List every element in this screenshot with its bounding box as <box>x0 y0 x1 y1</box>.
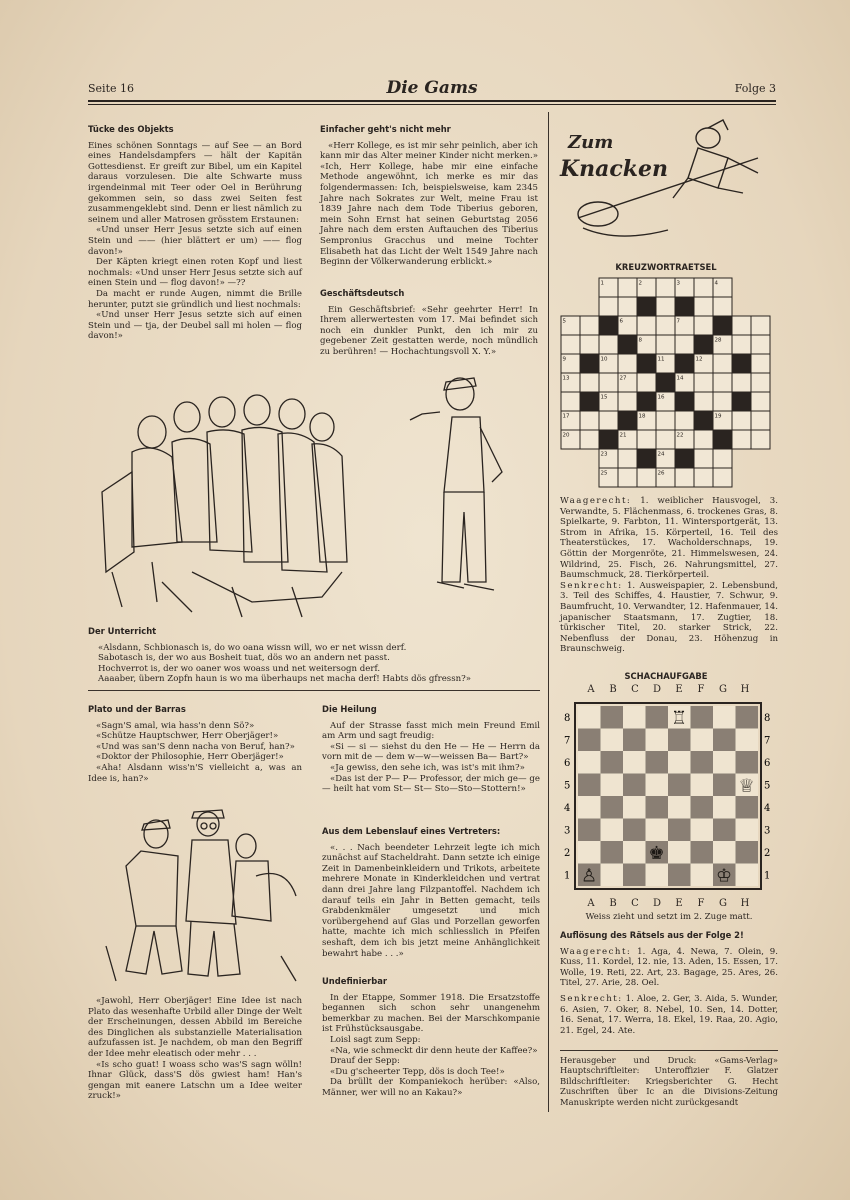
crossword-clues <box>560 496 778 655</box>
crossword-number: 14 <box>676 375 684 382</box>
chess-rank-label: 2 <box>564 848 571 859</box>
crossword-black-cell <box>713 430 732 449</box>
article-title: Plato und der Barras <box>88 704 186 714</box>
impressum-rule <box>560 1050 778 1051</box>
chess-file-label: E <box>675 898 683 909</box>
across-clues: 1. weiblicher Hausvogel, 3. Verwandte, 5. Flächenmass, 6. trockenes Gras, 8. Spielkarte, 9. Farbton, 11. Wintersportgerät, 13. Strom in Afrika, 15. Körperteil, 16. Teil des Theaterstückes, 17. Wacholderschnaps, 19. Göttin der Morgenröte, 21. Himmelswesen, 24. Wildrind, 25. Fisch, 26. Nahrungsmittel, 27. Baumschmuck, 28. Tierkörperteil. <box>560 496 779 581</box>
chess-dark-square <box>668 774 691 797</box>
article-undefinierbar <box>322 976 540 1099</box>
crossword-number: 3 <box>676 280 680 287</box>
crossword-black-cell <box>694 335 713 354</box>
paragraph: «Und unser Herr Jesus setzte sich auf einen Stein und —— (hier blättert er um) —— flog davon!» <box>88 225 302 257</box>
sol-across: 1. Aga, 4. Newa, 7. Olein, 9. Kuss, 11. Kordel, 12. nie, 13. Aden, 15. Essen, 17. Wolle, 19. Reti, 22. Art, 23. Bagage, 25. Ares, 26. Titel, 27. Arie, 28. Oel. <box>560 946 779 989</box>
paragraph: «Jawohl, Herr Oberjäger! Eine Idee ist nach Plato das wesenhafte Urbild aller Dinge der Welt der Erscheinungen, dessen Abbild im Bereiche des Dinglichen als substanzielle Materialisation aufzufassen ist. Je nachdem, ob man den Begriff der Idee mehr eleatisch oder mehr . . . <box>88 996 302 1059</box>
article-tuecke <box>88 124 302 342</box>
chess-rank-label: 5 <box>764 780 771 792</box>
crossword-cell <box>656 430 675 449</box>
header-rule-thin <box>88 104 776 105</box>
impressum <box>560 1055 778 1107</box>
crossword-number: 25 <box>600 470 608 477</box>
crossword-cell <box>713 449 732 468</box>
chess-light-square <box>691 819 714 842</box>
chess-rank-label: 2 <box>764 848 771 859</box>
chess-dark-square <box>736 796 759 819</box>
crossword-cell <box>751 430 770 449</box>
crossword-cell <box>561 392 580 411</box>
chess-light-square <box>691 774 714 797</box>
crossword-cell <box>694 297 713 316</box>
chess-dark-square <box>736 841 759 864</box>
crossword-number: 1 <box>600 280 604 287</box>
down-clues: 1. Ausweispapier, 2. Lebensbund, 3. Teil des Schiffes, 4. Haustier, 7. Schwur, 9. Baumfrucht, 10. Verwandter, 12. Hafenmauer, 14. japanischer Staatsmann, 17. Zugtier, 18. türkischer Titel, 20. starker Strick, 22. Nebenfluss der Donau, 23. Höhenzug in Braunschweig. <box>560 580 779 655</box>
crossword-cell <box>656 316 675 335</box>
chess-light-square <box>601 729 624 752</box>
chess-dark-square <box>578 729 601 752</box>
white-pawn-icon: ♙ <box>581 865 598 887</box>
chess-rank-label: 6 <box>564 758 571 769</box>
chess-dark-square <box>713 729 736 752</box>
page-number: Seite 16 <box>88 82 134 95</box>
crossword-black-cell <box>637 392 656 411</box>
crossword-cell <box>618 297 637 316</box>
crossword-cell <box>618 468 637 487</box>
chess-light-square <box>713 841 736 864</box>
chess-light-square <box>623 751 646 774</box>
crossword-cell <box>751 335 770 354</box>
chess-rank-label: 8 <box>764 713 771 724</box>
impressum-text: Herausgeber und Druck: «Gams-Verlag» Hauptschriftleiter: Unteroffizier F. Glatzer Bildschriftleiter: Kriegsberichter G. Hecht Zuschriften über Ic an die Divisions-Zeitung Manuskripte werden nicht zurückgesandt <box>560 1055 778 1107</box>
chess-svg <box>562 700 774 900</box>
chess-dark-square <box>691 796 714 819</box>
crossword-cell <box>599 411 618 430</box>
header-rule <box>88 100 776 102</box>
article-title: Einfacher geht's nicht mehr <box>320 124 451 134</box>
crossword-number: 19 <box>714 413 722 420</box>
chess-rank-label: 3 <box>564 825 571 837</box>
down-label: Senkrecht: <box>560 580 623 591</box>
crossword-cell <box>751 354 770 373</box>
chess-light-square <box>646 864 669 887</box>
chess-rank-label: 5 <box>564 780 571 792</box>
crossword-number: 18 <box>638 413 646 420</box>
chess-files-top <box>580 684 756 695</box>
logo-text-2: Knacken <box>560 156 669 182</box>
crossword-cell <box>580 411 599 430</box>
paragraph: Aaaaber, übern Zopfn haun is wo ma überhaups net macha derf! Habts dös gfressn?» <box>98 674 472 685</box>
classroom-illustration <box>92 372 532 622</box>
chess-rank-label: 1 <box>764 870 771 882</box>
crossword-black-cell <box>637 297 656 316</box>
crossword-cell <box>637 468 656 487</box>
chess-files-bottom <box>580 898 756 909</box>
crossword-cell <box>751 392 770 411</box>
crossword-number: 7 <box>676 318 680 325</box>
paragraph: «Na, wie schmeckt dir denn heute der Kaffee?» <box>330 1045 538 1056</box>
chess-dark-square <box>623 774 646 797</box>
chess-light-square <box>668 796 691 819</box>
chess-caption: Weiss zieht und setzt im 2. Zuge matt. <box>585 912 753 922</box>
chess-dark-square <box>691 841 714 864</box>
paragraph: «Is scho guat! I woass scho was'S sagn wölln! Ihnar Glück, dass'S dös gwiest ham! Han's gengan mit eanere Latschn um a Idee weiter zruck!» <box>88 1059 302 1102</box>
section-divider <box>88 690 540 691</box>
chess-dark-square <box>601 841 624 864</box>
crossword-cell <box>618 278 637 297</box>
crossword-cell <box>675 335 694 354</box>
crossword-cell <box>599 297 618 316</box>
paragraph: «Du g'scheerter Tepp, dös is doch Tee!» <box>330 1066 505 1077</box>
paragraph: «Das ist der P— P— Professor, der mich ge— ge— heilt hat vom St— St— Sto—Sto—Stottern!» <box>322 773 540 795</box>
white-queen-icon: ♕ <box>738 775 755 797</box>
crossword-cell <box>713 354 732 373</box>
chess-file-label: B <box>609 684 617 695</box>
crossword-number: 16 <box>657 394 665 401</box>
crossword-cell <box>637 373 656 392</box>
chess-file-label: B <box>609 898 617 909</box>
chess-light-square <box>713 796 736 819</box>
chess-rank-label: 7 <box>764 735 771 747</box>
crossword-cell <box>694 430 713 449</box>
crossword-number: 6 <box>619 318 623 325</box>
chess-light-square <box>601 774 624 797</box>
chess-file-label: E <box>675 684 683 695</box>
article-unterricht <box>88 626 540 685</box>
chess-dark-square <box>736 706 759 729</box>
crossword-cell <box>656 411 675 430</box>
paragraph: Da brüllt der Kompaniekoch herüber: «Also, Männer, wer will no an Kakau?» <box>322 1077 540 1098</box>
crossword-number: 20 <box>562 432 570 439</box>
crossword-cell <box>713 373 732 392</box>
chess-file-label: G <box>719 684 727 695</box>
chess-board <box>562 700 774 910</box>
paragraph: Sabotasch is, der wo aus Bosheit tuat, dös wo an andern net passt. <box>98 653 390 664</box>
crossword-cell <box>732 430 751 449</box>
paragraph: «Ja gewiss, den sehe ich, was ist's mit ihm?» <box>330 762 525 773</box>
crossword-black-cell <box>580 392 599 411</box>
chess-rank-label: 1 <box>564 870 571 882</box>
chess-dark-square <box>668 864 691 887</box>
chess-dark-square <box>646 796 669 819</box>
article-title: Die Heilung <box>322 704 377 714</box>
crossword-black-cell <box>732 392 751 411</box>
crossword-number: 21 <box>619 432 627 439</box>
paragraph: In der Etappe, Sommer 1918. Die Ersatzstoffe begannen sich schon sehr unangenehm bemerkbar zu machen. Bei der Marschkompanie ist Frühstücksausgabe. <box>322 992 540 1035</box>
issue-number: Folge 3 <box>734 82 776 95</box>
chess-file-label: H <box>740 684 750 695</box>
column-rule <box>548 112 549 1112</box>
article-plato <box>88 704 302 784</box>
crossword-number: 27 <box>619 375 627 382</box>
chess-file-label: D <box>652 684 662 695</box>
crossword-number: 28 <box>714 337 722 344</box>
paragraph: Eines schönen Sonntags — auf See — an Bord eines Handelsdampfers — hält der Kapitän Gottesdienst. Er greift zur Bibel, um ein Kapitel daraus vorzulesen. Die alte Schwarte muss irgendeinmal mit Teer oder Oel in Berührung gekommen sein, so dass zwei Seiten fest zusammengeklebt sind. Denn er liest nämlich zu seinem und aller Matrosen grösstem Erstaunen: <box>88 140 302 225</box>
chess-light-square <box>601 864 624 887</box>
white-king-icon: ♔ <box>716 865 733 887</box>
chess-light-square <box>623 796 646 819</box>
chess-light-square <box>691 729 714 752</box>
crossword-cell <box>694 468 713 487</box>
crossword-grid <box>560 276 772 492</box>
chess-rank-label: 4 <box>564 803 571 814</box>
crossword-cell <box>732 316 751 335</box>
crossword-cell <box>694 392 713 411</box>
chess-dark-square <box>646 751 669 774</box>
crossword-number: 17 <box>562 413 570 420</box>
article-lebenslauf <box>322 826 540 959</box>
chess-dark-square <box>623 729 646 752</box>
crossword-number: 8 <box>638 337 642 344</box>
chess-light-square <box>713 706 736 729</box>
paragraph: «Schütze Hauptschwer, Herr Oberjäger!» <box>96 731 279 742</box>
crossword-number: 23 <box>600 451 608 458</box>
chess-light-square <box>578 751 601 774</box>
chess-light-square <box>578 796 601 819</box>
crossword-black-cell <box>675 354 694 373</box>
crossword-cell <box>618 354 637 373</box>
crossword-number: 24 <box>657 451 665 458</box>
article-einfacher <box>320 124 538 268</box>
paragraph: Auf der Strasse fasst mich mein Freund Emil am Arm und sagt freudig: <box>322 720 540 742</box>
crossword-cell <box>599 335 618 354</box>
paragraph: «Si — si — siehst du den He — He — Herrn da vorn mit de — dem w—w—weissen Ba— Bart?» <box>322 741 540 763</box>
crossword-number: 15 <box>600 394 608 401</box>
crossword-number: 2 <box>638 280 642 287</box>
crossword-number: 11 <box>657 356 665 363</box>
crossword-cell <box>580 316 599 335</box>
crossword-cell <box>656 297 675 316</box>
article-title: Undefinierbar <box>322 976 388 986</box>
crossword-number: 9 <box>562 356 566 363</box>
crossword-number: 12 <box>695 356 703 363</box>
crossword-number: 10 <box>600 356 608 363</box>
solution-section <box>560 930 778 1036</box>
crossword-black-cell <box>694 411 713 430</box>
crossword-black-cell <box>599 430 618 449</box>
logo-text: Zum <box>568 132 614 153</box>
chess-file-label: F <box>697 898 705 909</box>
newspaper-title: Die Gams <box>386 78 478 98</box>
crossword-black-cell <box>599 316 618 335</box>
article-heilung <box>322 704 540 795</box>
chess-rank-label: 7 <box>564 735 571 747</box>
crossword-black-cell <box>618 411 637 430</box>
crossword-cell <box>637 430 656 449</box>
chess-light-square <box>646 729 669 752</box>
crossword-black-cell <box>675 392 694 411</box>
chess-light-square <box>713 751 736 774</box>
crossword-cell <box>713 468 732 487</box>
chess-dark-square <box>691 706 714 729</box>
crossword-black-cell <box>637 449 656 468</box>
crossword-black-cell <box>618 335 637 354</box>
black-king-icon: ♚ <box>648 843 665 864</box>
crossword-cell <box>675 411 694 430</box>
paragraph: Loisl sagt zum Sepp: <box>330 1034 421 1045</box>
crossword-cell <box>580 430 599 449</box>
article-title: Geschäftsdeutsch <box>320 288 405 298</box>
crossword-number: 4 <box>714 280 718 287</box>
soldiers-illustration <box>96 806 306 986</box>
paragraph: «Herr Kollege, es ist mir sehr peinlich, aber ich kann mir das Alter meiner Kinder nicht merken.» «Ich, Herr Kollege, habe mir eine einfache Methode angewöhnt, ich merke es mir das folgendermassen: Ich, beispielsweise, kam 2345 Jahre nach Sokrates zur Welt, meine Frau ist 1839 Jahre nach dem Tode Tiberius geboren, mein Sohn Ernst hat seinen Geburtstag 2056 Jahre nach dem ersten Auftauchen des Tiberius Sempronius Gracchus und meine Tochter Elisabeth hat das Licht der Welt 1549 Jahre nach Beginn der Völkerwanderung erblickt.» <box>320 140 538 268</box>
crossword-title: KREUZWORTRAETSEL <box>615 262 717 272</box>
paragraph: «Alsdann, Schbionasch is, do wo oana wissn will, wo er net wissn derf. <box>98 642 407 653</box>
crossword-cell <box>694 278 713 297</box>
chess-light-square <box>736 864 759 887</box>
chess-light-square <box>623 841 646 864</box>
across-label: Waagerecht: <box>560 496 632 506</box>
article-plato-continued <box>88 996 302 1102</box>
sol-down-label: Senkrecht: <box>560 993 623 1004</box>
crossword-black-cell <box>580 354 599 373</box>
crossword-cell <box>713 297 732 316</box>
paragraph: «Aha! Alsdann wiss'n'S vielleicht a, was an Idee is, han?» <box>88 762 302 784</box>
chess-dark-square <box>601 706 624 729</box>
chess-light-square <box>646 819 669 842</box>
crossword-number: 13 <box>562 375 570 382</box>
chess-dark-square <box>646 706 669 729</box>
crossword-cell <box>656 278 675 297</box>
chess-light-square <box>736 819 759 842</box>
article-title: Aus dem Lebenslauf eines Vertreters: <box>322 826 501 836</box>
paragraph: Da macht er runde Augen, nimmt die Brille herunter, putzt sie gründlich und liest nochmals: <box>88 288 302 310</box>
crossword-cell <box>694 373 713 392</box>
paragraph: «Und unser Herr Jesus setzte sich auf einen Stein und — tja, der Deubel sall mi holen — flog davon!» <box>88 310 302 342</box>
crossword-cell <box>732 373 751 392</box>
chess-dark-square <box>668 819 691 842</box>
paragraph: «. . . Nach beendeter Lehrzeit legte ich mich zunächst auf Stacheldraht. Dann setzte ich einige Zeit in Damenbeinkleidern und Trikots, arbeitete mehrere Monate in Kinderkleidchen und vertrat dann drei Jahre lang Filzpantoffel. Nachdem ich darauf teils ein Jahr in Betten gemacht, teils Grabdenkmäler umgesetzt und mich vorübergehend auf Glas und Porzellan geworfen hatte, machte ich mich schliesslich in Pfeifen seshaft, dem ich bis jetzt meine Anhänglichkeit bewahrt habe . . .» <box>322 842 540 959</box>
chess-dark-square <box>713 819 736 842</box>
sol-down: 1. Aloe, 2. Ger, 3. Aida, 5. Wunder, 6. Asien, 7. Oker, 8. Nebel, 10. Sen, 14. Dotter, 16. Senat, 17. Werra, 18. Ekel, 19. Raa, 20. Agio, 21. Egel, 24. Ate. <box>560 993 778 1036</box>
chess-dark-square <box>601 751 624 774</box>
chess-file-label: D <box>652 898 662 909</box>
white-rook-icon: ♖ <box>671 708 688 729</box>
chess-file-label: C <box>631 898 639 909</box>
crossword-cell <box>675 468 694 487</box>
chess-rank-label: 8 <box>564 713 571 724</box>
crossword-cell <box>618 449 637 468</box>
chess-rank-label: 4 <box>764 803 771 814</box>
crossword-cell <box>580 373 599 392</box>
article-title: Tücke des Objekts <box>88 124 174 134</box>
crossword-cell <box>618 392 637 411</box>
chess-light-square <box>578 706 601 729</box>
crossword-cell <box>694 449 713 468</box>
article-title: Der Unterricht <box>88 626 157 636</box>
sol-across-label: Waagerecht: <box>560 946 632 957</box>
chess-dark-square <box>691 751 714 774</box>
chess-rank-label: 6 <box>764 758 771 769</box>
chess-file-label: C <box>631 684 639 695</box>
solution-title: Auflösung des Rätsels aus der Folge 2! <box>560 930 744 940</box>
chess-file-label: H <box>740 898 750 909</box>
crossword-cell <box>561 335 580 354</box>
paragraph: Drauf der Sepp: <box>330 1056 400 1067</box>
chess-light-square <box>691 864 714 887</box>
crossword-black-cell <box>675 449 694 468</box>
chess-rank-label: 3 <box>764 825 771 837</box>
chess-file-label: G <box>719 898 727 909</box>
crossword-cell <box>751 373 770 392</box>
chess-dark-square <box>736 751 759 774</box>
chess-dark-square <box>578 774 601 797</box>
chess-file-label: A <box>587 898 595 909</box>
chess-file-label: F <box>697 684 705 695</box>
crossword-cell <box>599 373 618 392</box>
chess-light-square <box>646 774 669 797</box>
paragraph: «Doktor der Philosophie, Herr Oberjäger!» <box>96 752 284 763</box>
chess-file-label: A <box>587 684 595 695</box>
paragraph: «Sagn'S amal, wia hass'n denn Sö?» <box>96 720 255 731</box>
crossword-number: 26 <box>657 470 665 477</box>
crossword-cell <box>751 411 770 430</box>
chess-dark-square <box>623 819 646 842</box>
article-geschaeft <box>320 288 538 358</box>
chess-light-square <box>578 841 601 864</box>
chess-dark-square <box>713 774 736 797</box>
paragraph: «Und was san'S denn nacha von Beruf, han?» <box>96 741 295 752</box>
crossword-cell <box>732 335 751 354</box>
chess-dark-square <box>601 796 624 819</box>
crossword-number: 5 <box>562 318 566 325</box>
crossword-cell <box>713 392 732 411</box>
paragraph: Hochverrot is, der wo oaner wos woass und net weitersogn derf. <box>98 663 381 674</box>
chess-dark-square <box>578 819 601 842</box>
crossword-black-cell <box>656 373 675 392</box>
chess-dark-square <box>668 729 691 752</box>
crossword-black-cell <box>637 354 656 373</box>
crossword-svg <box>560 276 772 492</box>
chess-light-square <box>601 819 624 842</box>
chess-light-square <box>736 729 759 752</box>
crossword-black-cell <box>732 354 751 373</box>
paragraph: Der Käpten kriegt einen roten Kopf und liest nochmals: «Und unser Herr Jesus setzte sich auf einen Stein und — flog davon!» —?? <box>88 257 302 289</box>
page-header <box>88 80 776 100</box>
chess-title: SCHACHAUFGABE <box>624 671 708 681</box>
crossword-black-cell <box>675 297 694 316</box>
chess-light-square <box>668 751 691 774</box>
crossword-cell <box>694 316 713 335</box>
crossword-cell <box>751 316 770 335</box>
crossword-number: 22 <box>676 432 684 439</box>
crossword-cell <box>580 335 599 354</box>
chess-light-square <box>623 706 646 729</box>
crossword-cell <box>637 316 656 335</box>
paragraph: Ein Geschäftsbrief: «Sehr geehrter Herr! In Ihrem allerwertesten vom 17. Mai befindet sich noch ein dunkler Punkt, den ich mir zu gegebener Zeit gestatten werde, noch mündlich zu berühren! — Hochachtungsvoll X. Y.» <box>320 304 538 357</box>
crossword-cell <box>732 411 751 430</box>
crossword-cell <box>656 335 675 354</box>
chess-light-square <box>668 841 691 864</box>
chess-dark-square <box>623 864 646 887</box>
zum-knacken-logo <box>558 118 778 253</box>
crossword-black-cell <box>713 316 732 335</box>
